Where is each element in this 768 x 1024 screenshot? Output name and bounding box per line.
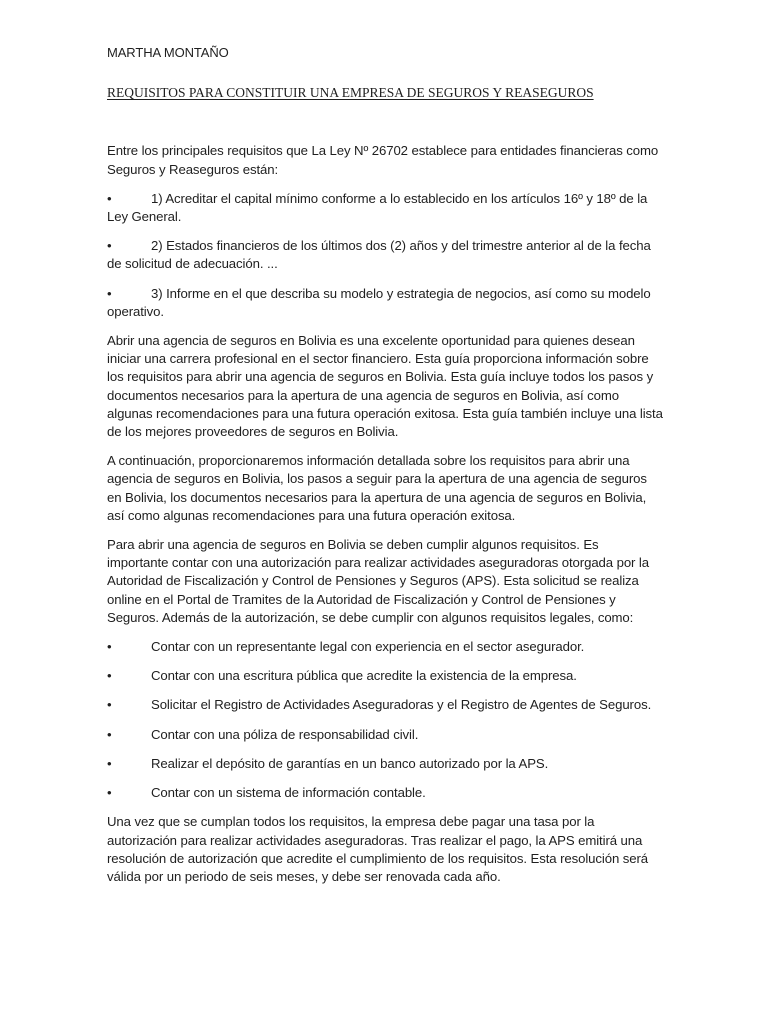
legal-requirement-text: Realizar el depósito de garantías en un banco autorizado por la APS. [151,755,549,771]
requirement-item [107,190,663,226]
bullet-icon: • [107,285,112,301]
bullet-icon: • [107,190,112,206]
bullet-icon: • [107,785,112,801]
document-title: REQUISITOS PARA CONSTITUIR UNA EMPRESA DE SEGUROS Y REASEGUROS [107,85,594,101]
legal-requirement-item [107,667,663,685]
document-body [107,44,663,897]
legal-requirement-text: Contar con un sistema de información contable. [151,785,426,801]
legal-requirement-text: Contar con una póliza de responsabilidad civil. [151,726,419,742]
bullet-icon: • [107,755,112,771]
requirement-item [107,285,663,321]
bullet-icon: • [107,668,112,684]
requirement-text: 2) Estados financieros de los últimos dos (2) años y del trimestre anterior al de la fecha de solicitud de adecuación. ... [107,238,651,272]
intro-paragraph: Entre los principales requisitos que La Ley Nº 26702 establece para entidades financieras como Seguros y Reaseguros están: [107,143,659,177]
bullet-icon: • [107,726,112,742]
legal-requirement-text: Solicitar el Registro de Actividades Aseguradoras y el Registro de Agentes de Seguros. [151,697,652,713]
body-paragraph: Abrir una agencia de seguros en Bolivia es una excelente oportunidad para quienes desean iniciar una carrera profesional en el sector financiero. Esta guía proporciona información sobre los requisitos para abrir una agencia de seguros en Bolivia. Esta guía incluye todos los pasos y documentos necesarios para la apertura de una agencia de seguros en Bolivia, así como algunas recomendaciones para una futura operación exitosa. Esta guía también incluye una lista de los mejores proveedores de seguros en Bolivia. [107,333,663,440]
bullet-icon: • [107,639,112,655]
legal-requirement-item [107,638,663,656]
bullet-icon: • [107,697,112,713]
legal-requirement-item [107,784,663,802]
requirement-text: 1) Acreditar el capital mínimo conforme a lo establecido en los artículos 16º y 18º de la Ley General. [107,190,648,225]
body-paragraph: Para abrir una agencia de seguros en Bolivia se deben cumplir algunos requisitos. Es importante contar con una autorización para realizar actividades aseguradoras otorgada por la Autoridad de Fiscalización y Control de Pensiones y Seguros (APS). Esta solicitud se realiza online en el Portal de Tramites de la Autoridad de Fiscalización y Control de Pensiones y Seguros. Además de la autorización, se debe cumplir con algunos requisitos legales, como: [107,537,649,625]
legal-requirement-item [107,696,663,714]
legal-requirement-item [107,755,663,773]
requirement-item [107,237,663,273]
legal-requirement-item [107,726,663,744]
legal-requirement-text: Contar con una escritura pública que acredite la existencia de la empresa. [151,668,577,684]
author-name: MARTHA MONTAÑO [107,45,229,60]
requirement-text: 3) Informe en el que describa su modelo y estrategia de negocios, así como su modelo operativo. [107,285,651,319]
body-paragraph: A continuación, proporcionaremos información detallada sobre los requisitos para abrir una agencia de seguros en Bolivia, los pasos a seguir para la apertura de una agencia de seguros en Bolivia, los documentos necesarios para la apertura de una agencia de seguros en Bolivia, así como algunas recomendaciones para una futura operación exitosa. [107,453,647,523]
bullet-icon: • [107,238,112,254]
legal-requirement-text: Contar con un representante legal con experiencia en el sector asegurador. [151,639,585,655]
body-paragraph: Una vez que se cumplan todos los requisitos, la empresa debe pagar una tasa por la autorización para realizar actividades aseguradoras. Tras realizar el pago, la APS emitirá una resolución de autorización que acredite el cumplimiento de los requisitos. Esta resolución será válida por un periodo de seis meses, y debe ser renovada cada año. [107,814,649,884]
